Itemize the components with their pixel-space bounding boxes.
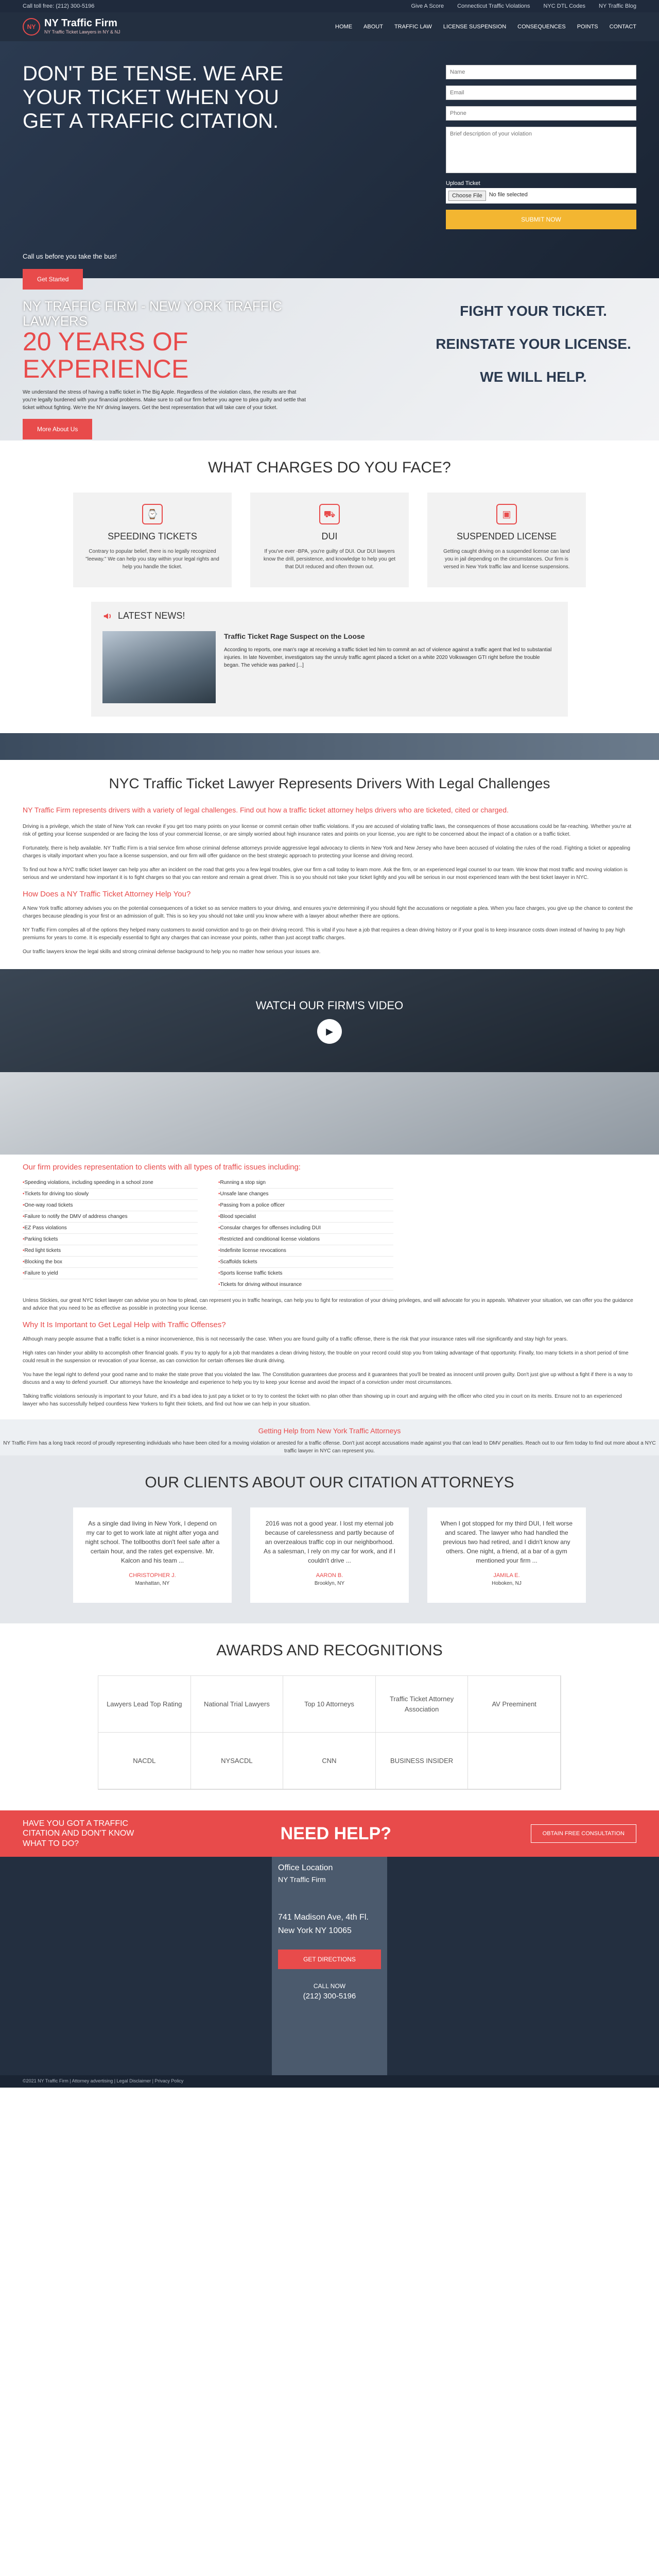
more-about-us-button[interactable]: More About Us (23, 419, 92, 439)
testimonial-quote: When I got stopped for my third DUI, I felt worse and scared. The lawyer who had handled the previous two had retired, and I didn't know any others. One night, a friend, at a bar of a gym mentioned your firm ... (440, 1519, 573, 1564)
cta-text: HAVE YOU GOT A TRAFFIC CITATION AND DON'T KNOW WHAT TO DO? (23, 1819, 134, 1848)
free-consultation-button[interactable]: OBTAIN FREE CONSULTATION (531, 1824, 636, 1843)
logo-tagline: NY Traffic Ticket Lawyers in NY & NJ (44, 29, 120, 35)
cta-band (0, 1810, 659, 1857)
top-bar (0, 0, 659, 12)
experience-section (0, 278, 659, 440)
testimonial-city: Manhattan, NY (135, 1581, 170, 1586)
office-title: Office Location (278, 1863, 333, 1872)
blank-icon (468, 1733, 561, 1789)
news-header (102, 609, 557, 623)
nav-points[interactable]: POINTS (577, 23, 598, 30)
cnn-icon: CNN (283, 1733, 376, 1789)
email-field[interactable] (446, 86, 636, 100)
list-item: • One-way road tickets (23, 1200, 198, 1211)
contact-form (446, 62, 636, 258)
why-title: Why It Is Important to Get Legal Help with Traffic Offenses? (23, 1320, 226, 1329)
slogan: REINSTATE YOUR LICENSE. (436, 336, 631, 352)
experience-kicker: NY TRAFFIC FIRM - NEW YORK TRAFFIC LAWYERS (23, 298, 282, 329)
list-item: • Failure to yield (23, 1268, 198, 1279)
speedometer-icon: ⌚ (142, 504, 163, 524)
testimonial-city: Brooklyn, NY (314, 1581, 345, 1586)
paragraph: To find out how a NYC traffic ticket lawyer can help you after an incident on the road that gets you a few legal troubles, give our firm a call today to learn more. Ask the firm, or an experienced legal counsel to our team. We know that most traffic and moving violation is serious and we understand how important it is to fight charges so that you can restore and remain a great driver. This is so you should not take your ticket lightly and you will be serious in our most experienced team with the best ticket lawyer in NYC. (23, 867, 628, 880)
issues-list-left (23, 1177, 198, 1291)
hero (0, 41, 659, 283)
get-started-button[interactable]: Get Started (23, 269, 83, 290)
nav-consequences[interactable]: CONSEQUENCES (517, 23, 566, 30)
hero-subtitle: Call us before you take the bus! (23, 252, 117, 260)
nav-license-suspension[interactable]: LICENSE SUSPENSION (443, 23, 507, 30)
news-text: According to reports, one man's rage at receiving a traffic ticket led him to commit an act of violence against a traffic agent that led to substantial injuries. In late November, investigators say the unruly traffic agent placed a ticket on a white 2020 Volkswagen GTI right before the trouble began. The vehicle was parked [...] (224, 647, 552, 668)
charge-card[interactable] (427, 493, 586, 587)
logo[interactable] (23, 18, 120, 36)
laurel-icon: National Trial Lawyers (191, 1676, 284, 1733)
top-link[interactable]: Give A Score (411, 3, 444, 9)
testimonial-city: Hoboken, NJ (492, 1581, 522, 1586)
ticket-content (0, 805, 659, 956)
video-section[interactable] (0, 969, 659, 1072)
footer-text[interactable]: ©2021 NY Traffic Firm | Attorney advertising | Legal Disclaimer | Privacy Policy (23, 2078, 184, 2083)
paragraph: You have the legal right to defend your good name and to make the state prove that you violated the law. The Constitution guarantees due process and it guarantees that you'll be treated as innocent until proven guilty. Don't just give up without a fight if there is a way to discuss and a way to defend yourself. Our attorneys have the knowledge and experience to help you try to keep your license and avoid the impact of a conviction under most circumstances. (23, 1371, 633, 1385)
list-item: • Restricted and conditional license violations (218, 1234, 393, 1245)
video-label: WATCH OUR FIRM'S VIDEO (255, 999, 404, 1012)
news-label: LATEST NEWS! (118, 611, 185, 621)
office-address: 741 Madison Ave, 4th Fl. New York NY 10065 (278, 1913, 369, 1935)
association-icon: Traffic Ticket Attorney Association (376, 1676, 469, 1733)
upload-label: Upload Ticket (446, 180, 480, 187)
top-link[interactable]: Connecticut Traffic Violations (457, 3, 530, 9)
nav-traffic-law[interactable]: TRAFFIC LAW (394, 23, 432, 30)
phone-field[interactable] (446, 106, 636, 121)
bi-icon: BUSINESS INSIDER (376, 1733, 469, 1789)
header (0, 12, 659, 41)
submit-button[interactable]: SUBMIT NOW (446, 210, 636, 229)
license-icon: ▣ (496, 504, 517, 524)
issues-list-right (218, 1177, 393, 1291)
seal-icon: Lawyers Lead Top Rating (98, 1676, 191, 1733)
testimonial-name: JAMILA E. (493, 1572, 520, 1579)
testimonial-card (73, 1507, 232, 1603)
message-field[interactable] (446, 127, 636, 173)
paragraph: Although many people assume that a traffic ticket is a minor inconvenience, this is not necessarily the case. When you are found guilty of a traffic offense, there is the risk that your insurance rates will rise significantly and stay high for years. (23, 1336, 568, 1342)
charge-text: Contrary to popular belief, there is no legally recognized "leeway." We can help you stay within your legal rights and help you handle the ticket. (85, 549, 219, 570)
help-band (0, 1419, 659, 1455)
list-item: • Scaffolds tickets (218, 1257, 393, 1268)
testimonial-quote: As a single dad living in New York, I depend on my car to get to work late at night after yoga and night school. The tollbooths don't feel safe after a certain hour, and the rates get expensive. Mr. Kalcon and his team ... (85, 1519, 220, 1564)
testimonial-card (250, 1507, 409, 1603)
testimonial-name: AARON B. (316, 1572, 343, 1579)
list-item: • EZ Pass violations (23, 1223, 198, 1234)
choose-file-button[interactable]: Choose File (448, 191, 486, 201)
file-upload[interactable] (446, 188, 636, 204)
testimonial-quote: 2016 was not a good year. I lost my eternal job because of carelessness and partly because of an overzealous traffic cop in our neighborhood. As a salesman, I rely on my car for work, and if I couldn't drive ... (263, 1519, 396, 1564)
charge-card[interactable] (250, 493, 409, 587)
car-icon: ⛟ (319, 504, 340, 524)
list-item: • Blood specialist (218, 1211, 393, 1223)
paragraph: Unless Stickies, our great NYC ticket lawyer can advise you on how to plead, can represent you in traffic hearings, can help you to fight for restoration of your driving privileges, and will advocate for you in appeals. Whatever your situation, we can offer you the guidance and advice that you need to be as effective as possible in protecting your license. (23, 1298, 633, 1311)
list-item: • Unsafe lane changes (218, 1189, 393, 1200)
get-directions-button[interactable]: GET DIRECTIONS (278, 1950, 381, 1969)
ticket-lawyer-title: NYC Traffic Ticket Lawyer Represents Drivers With Legal Challenges (109, 775, 550, 791)
nav-about[interactable]: ABOUT (363, 23, 383, 30)
scales-icon: NACDL (98, 1733, 191, 1789)
name-field[interactable] (446, 65, 636, 79)
paragraph: A New York traffic attorney advises you on the potential consequences of a ticket so as service matters to your driving, and ensures you're determining if you should fight the accusations or negotiate a plea. When you face charges, you give up the chance to contest the charges because pleading is your first or an admission of guilt. This is so key you should not take until you know where with a lawyer about whether there are options. (23, 905, 633, 919)
cta-heading: NEED HELP? (280, 1823, 392, 1843)
testimonial-name: CHRISTOPHER J. (129, 1572, 176, 1579)
charge-text: If you've ever -BPA, you're guilty of DUI. Our DUI lawyers know the drill, persistence, and knowledge to help you get that DUI reduced and often thrown out. (263, 549, 396, 570)
office-phone[interactable]: (212) 300-5196 (303, 1992, 356, 2001)
charge-text: Getting caught driving on a suspended license can land you in jail depending on the circumstances. Our firm is versed in New York traffic law and license suspensions. (443, 549, 570, 570)
banner-image (0, 733, 659, 760)
nav-home[interactable]: HOME (335, 23, 353, 30)
list-item: • Blocking the box (23, 1257, 198, 1268)
call-label: CALL NOW (313, 1982, 346, 1990)
top-link[interactable]: NYC DTL Codes (543, 3, 586, 9)
help-text: NY Traffic Firm has a long track record of proudly representing individuals who have been cited for a moving violation or arrested for a traffic offense. Don't just accept accusations made against you that can lead to DMV penalties. Reach out to our firm today to find out more about a NYC traffic lawyer in NYC can represent you. (3, 1440, 656, 1454)
file-status: No file selected (489, 191, 528, 198)
latest-news (91, 602, 568, 717)
top-links (411, 2, 636, 11)
awards-section (0, 1623, 659, 1810)
charge-title: DUI (321, 531, 338, 541)
nysacdl-icon: NYSACDL (191, 1733, 284, 1789)
paragraph: Fortunately, there is help available. NY Traffic Firm is a trial service firm whose criminal defense attorneys provide aggressive legal advocacy to clients in New York and New Jersey who have been accused of violating the rules of the road. Fighting a ticket or appealing charges is vitally important when you face a license suspension, and our firm will offer guidance on the best strategic approach to protecting your license and driving record. (23, 845, 631, 859)
list-item: • Sports license traffic tickets (218, 1268, 393, 1279)
paragraph: NY Traffic Firm compiles all of the options they helped many customers to avoid conviction and to go on their driving record. This is vital if you have a job that requires a clean driving history or if your goal is to keep insurance costs down instead of having to pay high premiums for years to come. It is especially essential to fight any charges that can increase your points, rather than just accept traffic charges. (23, 927, 626, 941)
charge-card[interactable] (73, 493, 232, 587)
experience-slogans (430, 299, 636, 420)
nav-contact[interactable]: CONTACT (609, 23, 636, 30)
list-item: • Tickets for driving too slowly (23, 1189, 198, 1200)
paragraph: Talking traffic violations seriously is important to your future, and it's a bad idea to just pay a ticket or to try to contest the ticket with no plan other than showing up in court and arguing with the officer who cited you in court on its merits. Ensure not to an experienced lawyer who has successfully helped countless New Yorkers to fight their tickets, and find out how we can help in your situation. (23, 1393, 622, 1407)
list-item: • Tickets for driving without insurance (218, 1279, 393, 1291)
news-image[interactable] (102, 631, 216, 703)
office-name: NY Traffic Firm (278, 1875, 326, 1884)
office-card (272, 1857, 387, 2075)
charges-title: WHAT CHARGES DO YOU FACE? (208, 459, 451, 476)
testimonial-card (427, 1507, 586, 1603)
paragraph: Driving is a privilege, which the state of New York can revoke if you get too many points on your license or commit certain other traffic violations. If you are accused of violating traffic laws, the consequences of those accusations could be far-reaching. Whether you're at risk of getting your license suspended or are facing the loss of your commercial license, or are simply worried about high insurance rates and points on your license, you are right to be concerned about the impact of a citation or a traffic ticket. (23, 824, 632, 837)
news-title[interactable]: Traffic Ticket Rage Suspect on the Loose (224, 632, 365, 640)
list-item: • Failure to notify the DMV of address changes (23, 1211, 198, 1223)
paragraph: Our traffic lawyers know the legal skills and strong criminal defense background to help you no matter how serious your issues are. (23, 948, 321, 955)
list-item: • Speeding violations, including speeding in a school zone (23, 1177, 198, 1189)
office-section (0, 1857, 659, 2075)
top-link[interactable]: NY Traffic Blog (599, 3, 636, 9)
slogan: WE WILL HELP. (480, 369, 587, 385)
experience-text: We understand the stress of having a traffic ticket in The Big Apple. Regardless of the violation class, the results are that you're legally burdened with your financial problems. Make sure to call our firm before you agree to plea guilty and settle that ticket without fighting. We're the NY driving lawyers. Get the best representation that will take care of your ticket. (23, 389, 306, 411)
list-item: • Parking tickets (23, 1234, 198, 1245)
list-item: • Red light tickets (23, 1245, 198, 1257)
megaphone-icon (102, 611, 114, 622)
experience-heading: 20 YEARS OF EXPERIENCE (23, 327, 189, 383)
list-item: • Consular charges for offenses including DUI (218, 1223, 393, 1234)
slogan: FIGHT YOUR TICKET. (460, 303, 607, 319)
main-nav (335, 23, 636, 31)
charge-title: SUSPENDED LICENSE (456, 531, 557, 541)
list-item: • Running a stop sign (218, 1177, 393, 1189)
paragraph: High rates can hinder your ability to accomplish other financial goals. If you try to apply for a job that mandates a clean driving history, the trouble on your record could stop you from taking advantage of that opportunity. Finally, too many tickets in a short period of time could result in the suspension or revocation of your license, as can conviction for certain offenses like drunk driving. (23, 1350, 629, 1364)
section-heading: How Does a NY Traffic Ticket Attorney Help You? (23, 890, 191, 899)
representation-section (0, 1162, 659, 1408)
top-phone[interactable]: Call toll free: (212) 300-5196 (23, 3, 95, 9)
help-title: Getting Help from New York Traffic Attorneys (258, 1426, 401, 1435)
testimonials (0, 1455, 659, 1624)
video-image (0, 1072, 659, 1155)
hero-title: DON'T BE TENSE. WE ARE YOUR TICKET WHEN YOU GET A TRAFFIC CITATION. (23, 62, 284, 132)
testimonials-title: OUR CLIENTS ABOUT OUR CITATION ATTORNEYS (145, 1473, 514, 1491)
awards-title: AWARDS AND RECOGNITIONS (216, 1642, 443, 1659)
shield-icon: AV Preeminent (468, 1676, 561, 1733)
charge-title: SPEEDING TICKETS (108, 531, 197, 541)
logo-name: NY Traffic Firm (44, 18, 117, 29)
play-icon[interactable]: ▶ (317, 1019, 342, 1044)
list-item: • Passing from a police officer (218, 1200, 393, 1211)
badge-icon: Top 10 Attorneys (283, 1676, 376, 1733)
list-item: • Indefinite license revocations (218, 1245, 393, 1257)
lead-text: NY Traffic Firm represents drivers with a variety of legal challenges. Find out how a traffic ticket attorney helps drivers who are ticketed, cited or charged. (23, 806, 509, 814)
representation-title: Our firm provides representation to clients with all types of traffic issues including: (23, 1162, 301, 1172)
logo-mark-icon: NY (23, 18, 40, 36)
footer (0, 2075, 659, 2088)
charges-list (0, 493, 659, 587)
